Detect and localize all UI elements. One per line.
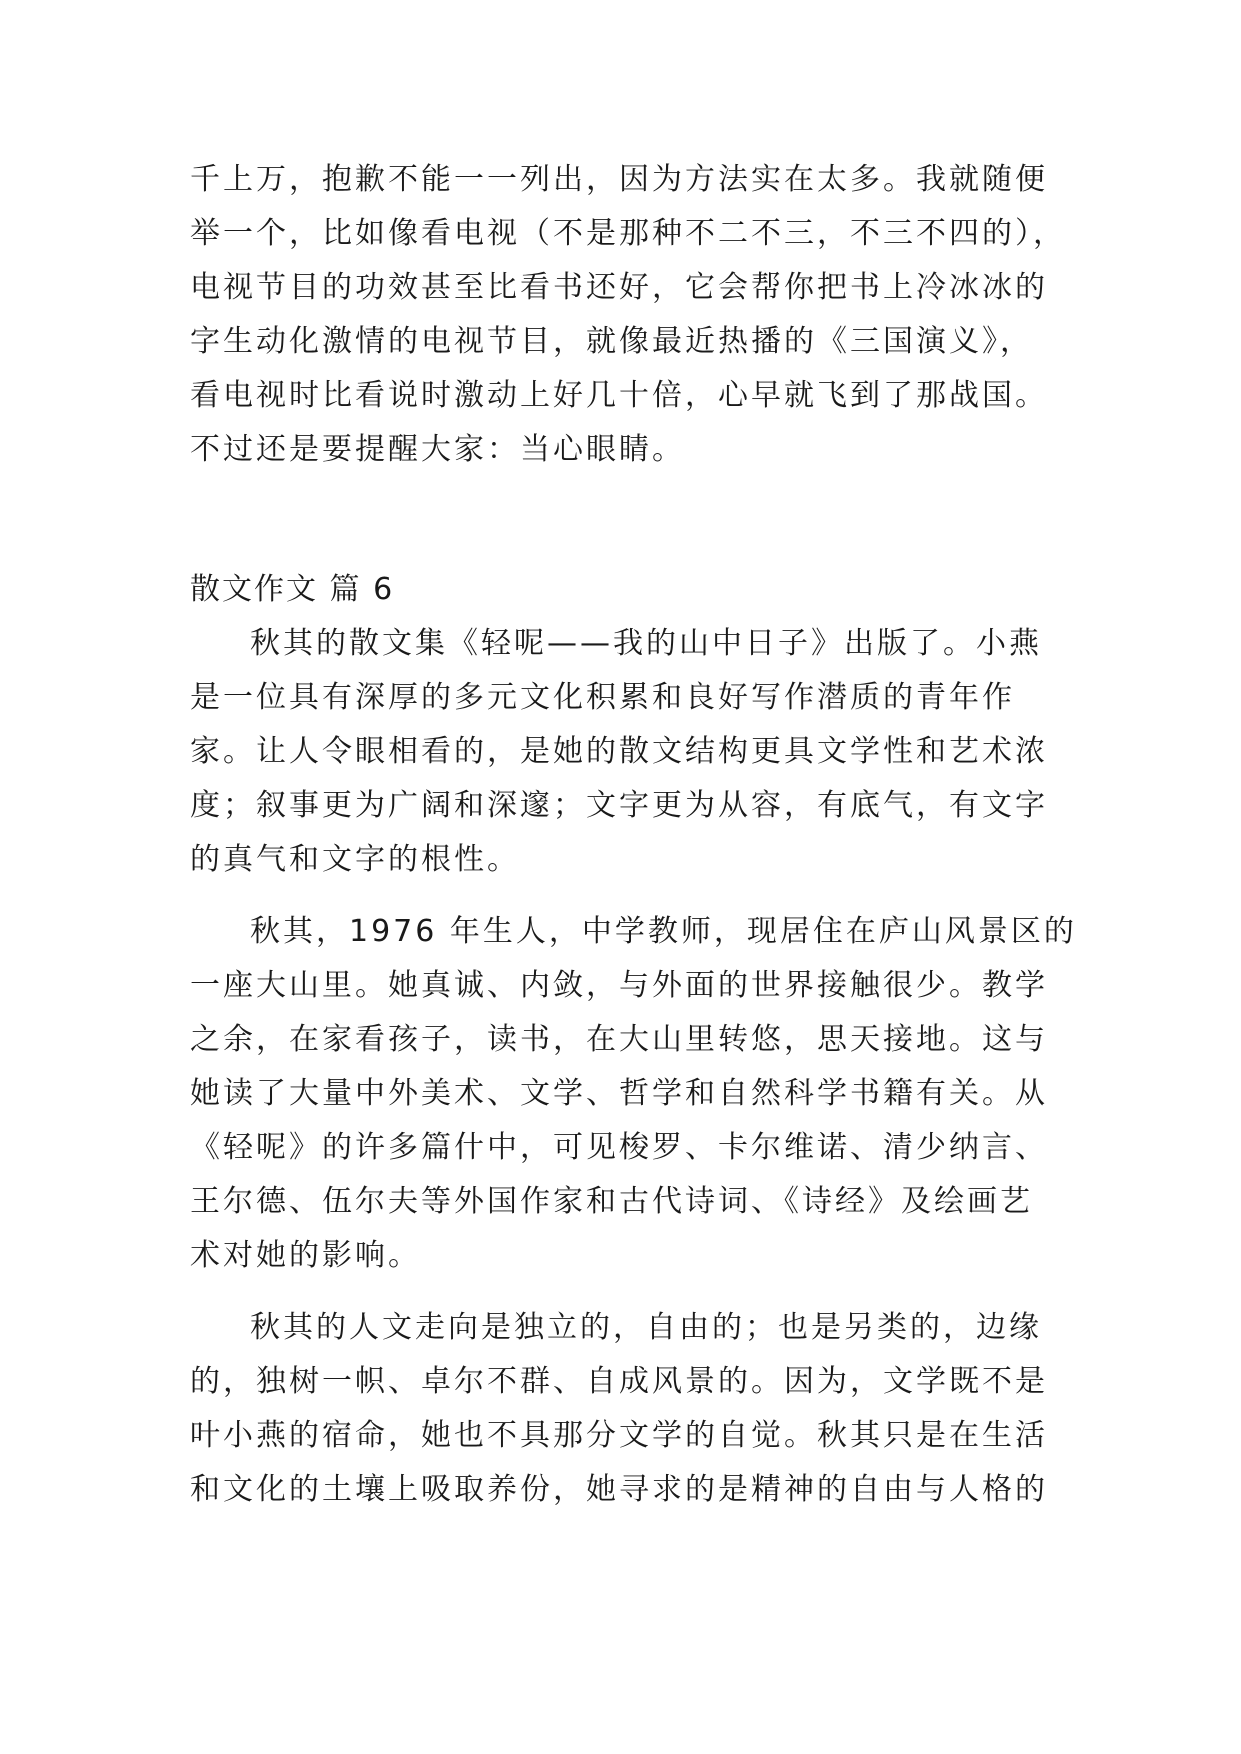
section-heading: 散文作文 篇 6 <box>190 572 395 607</box>
paragraph-line: 千上万，抱歉不能一一列出，因为方法实在太多。我就随便 <box>190 162 1048 197</box>
paragraph-line: 度；叙事更为广阔和深邃；文字更为从容，有底气，有文字 <box>190 788 1048 823</box>
paragraph-line: 王尔德、伍尔夫等外国作家和古代诗词、《诗经》及绘画艺 <box>190 1184 1033 1219</box>
paragraph-line: 一座大山里。她真诚、内敛，与外面的世界接触很少。教学 <box>190 968 1048 1003</box>
paragraph-line: 秋其，1976 年生人，中学教师，现居住在庐山风景区的 <box>250 914 1077 949</box>
paragraph-line: 秋其的散文集《轻呢——我的山中日子》出版了。小燕 <box>250 626 1042 661</box>
paragraph-line: 字生动化激情的电视节目，就像最近热播的《三国演义》， <box>190 324 1033 359</box>
paragraph-line: 秋其的人文走向是独立的，自由的；也是另类的，边缘 <box>250 1310 1042 1345</box>
paragraph-line: 电视节目的功效甚至比看书还好，它会帮你把书上冷冰冰的 <box>190 270 1048 305</box>
paragraph-line: 是一位具有深厚的多元文化积累和良好写作潜质的青年作 <box>190 680 1015 715</box>
paragraph-line: 看电视时比看说时激动上好几十倍，心早就飞到了那战国。 <box>190 378 1048 413</box>
paragraph-line: 和文化的土壤上吸取养份，她寻求的是精神的自由与人格的 <box>190 1472 1048 1507</box>
paragraph-line: 举一个，比如像看电视（不是那种不二不三，不三不四的）， <box>190 216 1066 251</box>
paragraph-line: 她读了大量中外美术、文学、哲学和自然科学书籍有关。从 <box>190 1076 1048 1111</box>
paragraph-line: 叶小燕的宿命，她也不具那分文学的自觉。秋其只是在生活 <box>190 1418 1048 1453</box>
paragraph-line: 术对她的影响。 <box>190 1238 421 1273</box>
paragraph-line: 家。让人令眼相看的，是她的散文结构更具文学性和艺术浓 <box>190 734 1048 769</box>
paragraph-line: 《轻呢》的许多篇什中，可见梭罗、卡尔维诺、清少纳言、 <box>190 1130 1048 1165</box>
paragraph-line: 之余，在家看孩子，读书，在大山里转悠，思天接地。这与 <box>190 1022 1048 1057</box>
paragraph-line: 的真气和文字的根性。 <box>190 842 520 877</box>
paragraph-line: 不过还是要提醒大家：当心眼睛。 <box>190 432 685 467</box>
paragraph-line: 的，独树一帜、卓尔不群、自成风景的。因为，文学既不是 <box>190 1364 1048 1399</box>
